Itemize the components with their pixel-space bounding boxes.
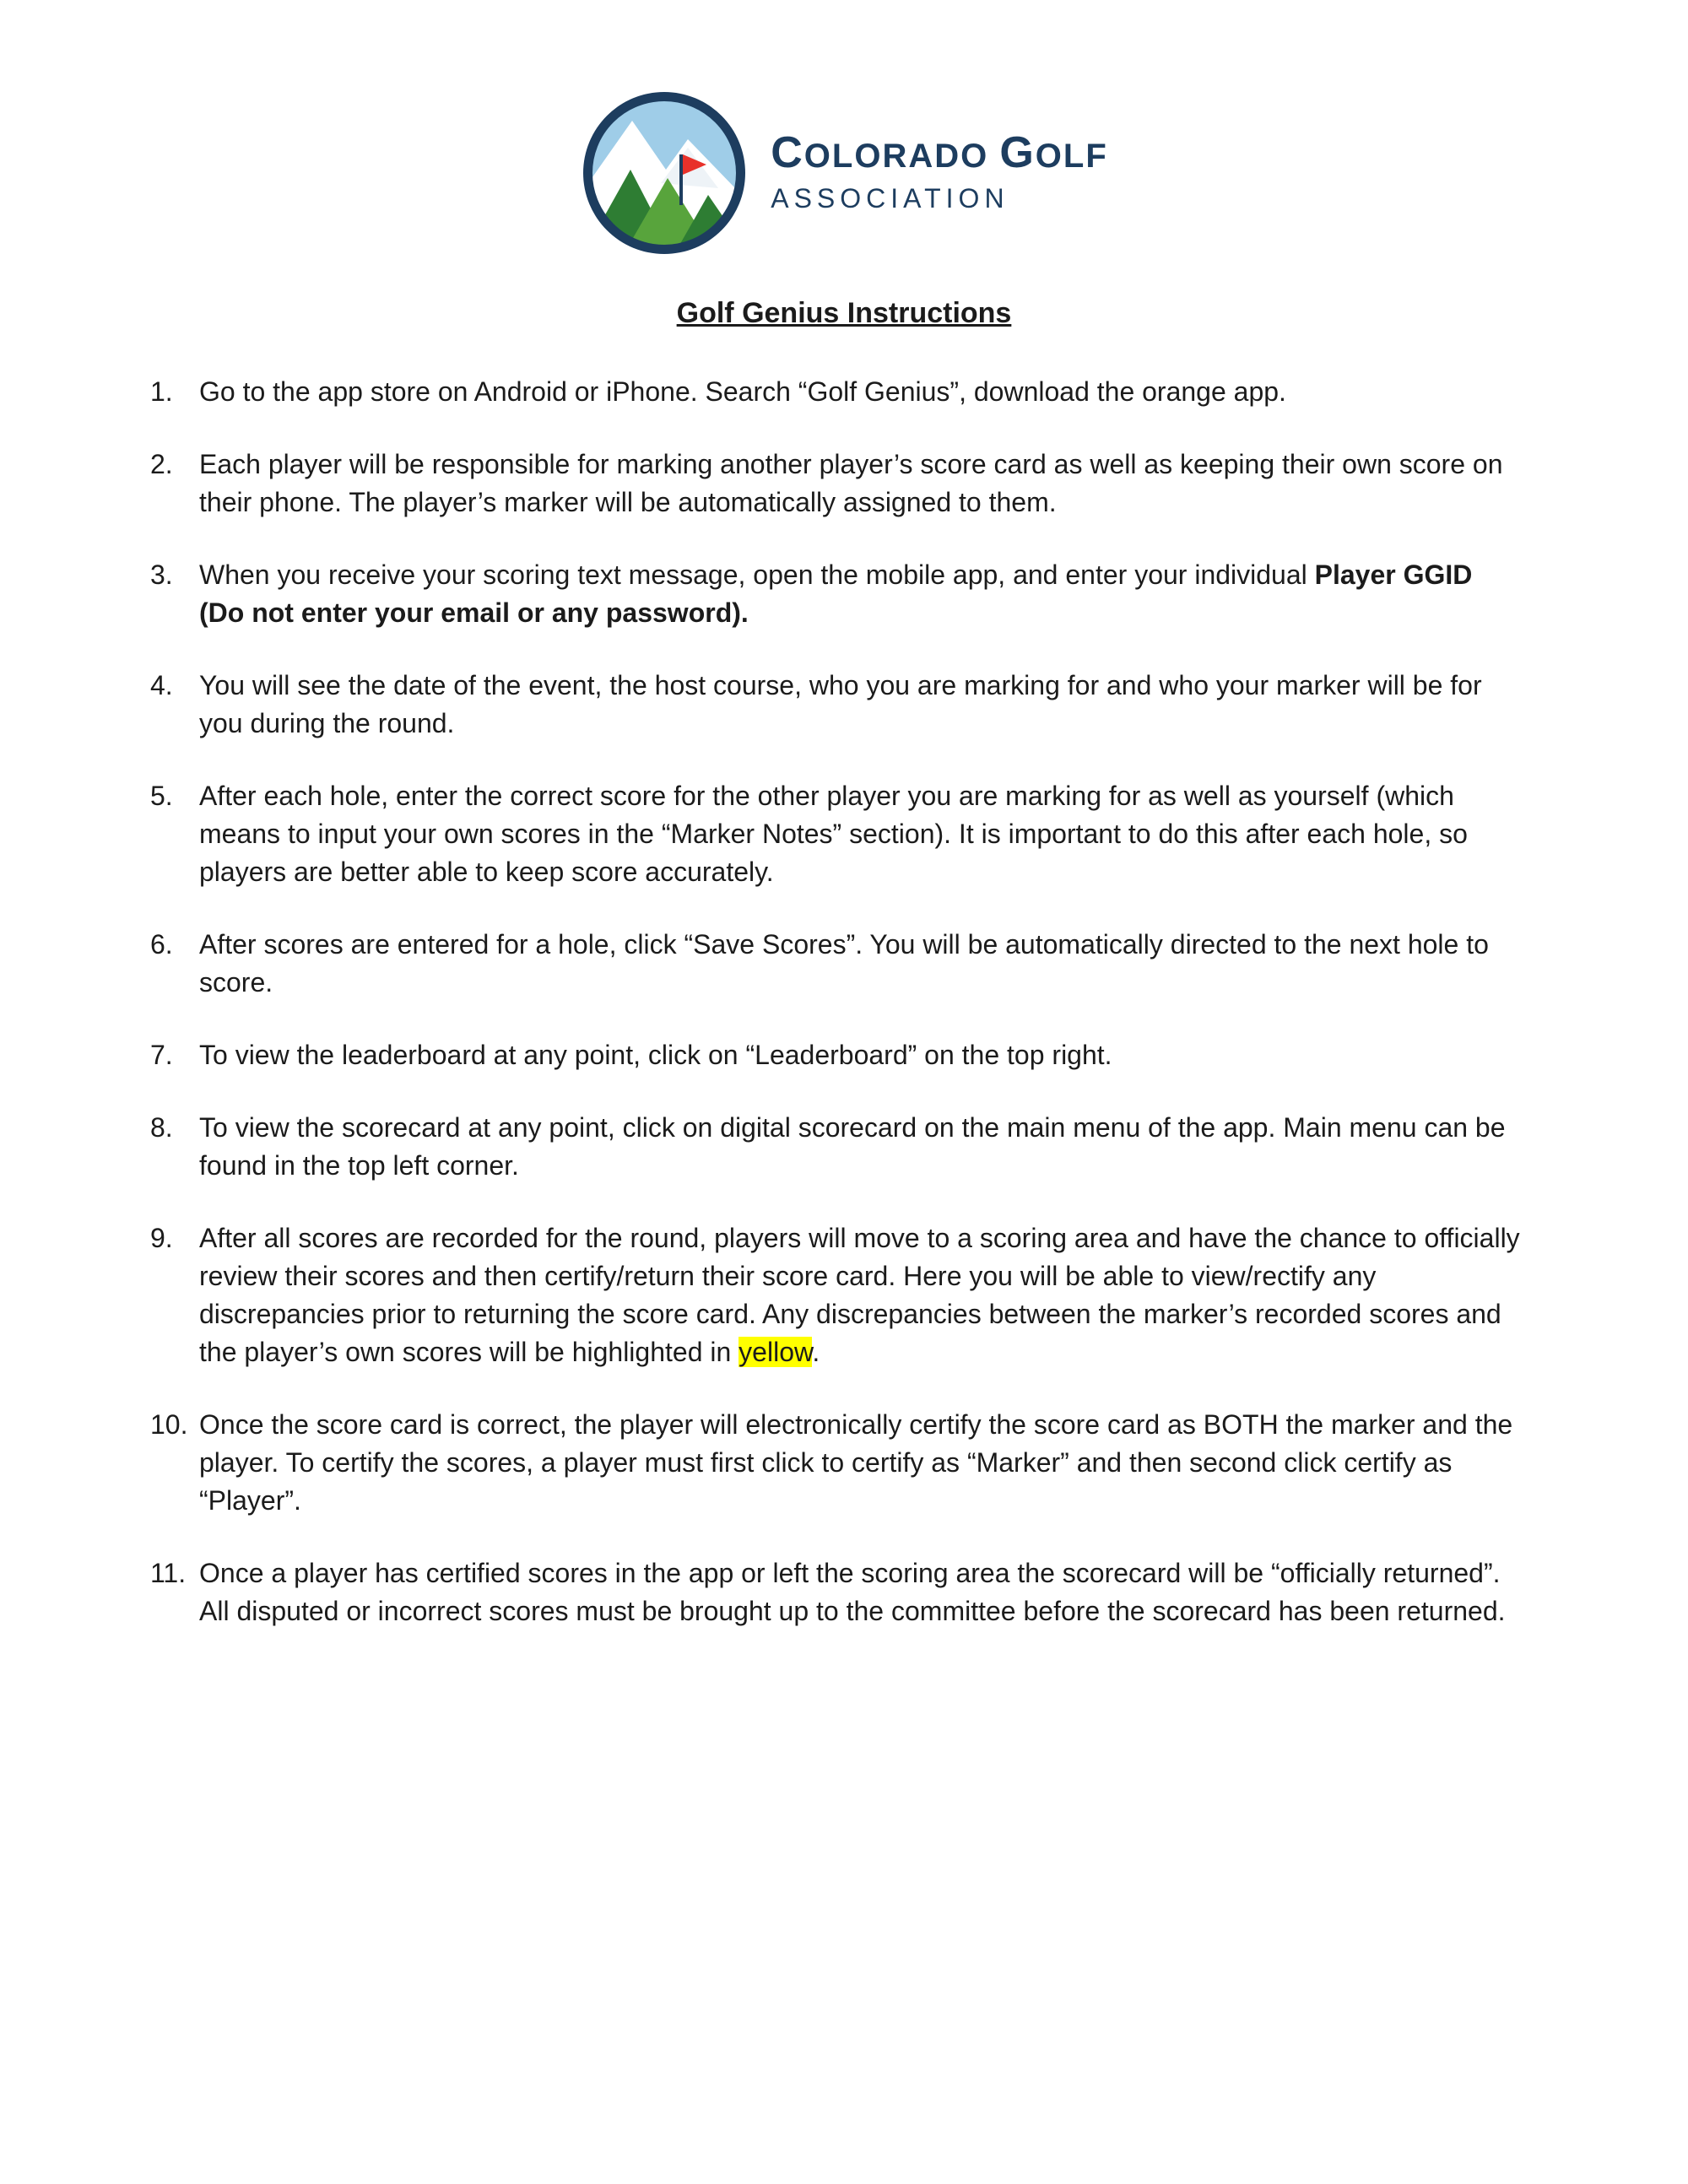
brand-name-segment: C: [771, 128, 804, 177]
text-segment: To view the scorecard at any point, click on digital scorecard on the main menu of the app. Main menu can be found in the top left corner.: [199, 1112, 1506, 1181]
text-segment: When you receive your scoring text message, open the mobile app, and enter your individual: [199, 560, 1315, 590]
item-number: 2.: [150, 449, 173, 479]
text-segment: To view the leaderboard at any point, click on “Leaderboard” on the top right.: [199, 1040, 1112, 1070]
item-text: [199, 373, 1520, 411]
item-text: [199, 1036, 1520, 1074]
text-segment: Each player will be responsible for marking another player’s score card as well as keeping their own score on their phone. The player’s marker will be automatically assigned to them.: [199, 449, 1503, 517]
text-segment: Go to the app store on Android or iPhone. Search “Golf Genius”, download the orange app.: [199, 376, 1286, 407]
instruction-item: [150, 556, 1534, 632]
item-text: [199, 926, 1520, 1002]
text-segment: After each hole, enter the correct score for the other player you are marking for as well as yourself (which means to input your own scores in the “Marker Notes” section). It is important to do this after each hole, so players are better able to keep score accurately.: [199, 781, 1468, 887]
instruction-item: [150, 1406, 1534, 1520]
item-number: 4.: [150, 670, 173, 700]
bold-text: Player GGID (Do not enter your email or any password).: [199, 560, 1473, 628]
brand-name-segment: G: [999, 128, 1036, 177]
brand-subtitle: ASSOCIATION: [771, 183, 1009, 214]
item-text: [199, 556, 1520, 632]
instruction-item: [150, 446, 1534, 522]
item-text: [199, 446, 1520, 522]
text-segment: Once a player has certified scores in the app or left the scoring area the scorecard will be “officially returned”. All disputed or incorrect scores must be brought up to the committee before the scorecard has been returned.: [199, 1558, 1506, 1626]
page-title: Golf Genius Instructions: [676, 297, 1012, 329]
highlighted-text: yellow: [738, 1337, 813, 1367]
instruction-item: [150, 1219, 1534, 1371]
item-number: 10.: [150, 1409, 188, 1440]
text-segment: After all scores are recorded for the round, players will move to a scoring area and have the chance to officially review their scores and then certify/return their score card. Here you will be able to view/rectify any discrepancies prior to returning the score card. Any discrepancies between the marker’s recorded scores and the player’s own scores will be highlighted in: [199, 1223, 1520, 1367]
instruction-item: [150, 1036, 1534, 1074]
item-number: 7.: [150, 1040, 173, 1070]
instruction-item: [150, 926, 1534, 1002]
brand-name-segment: OLF: [1035, 138, 1108, 175]
item-number: 6.: [150, 929, 173, 960]
instruction-item: [150, 1554, 1534, 1630]
instruction-item: [150, 1109, 1534, 1185]
brand-name: [771, 129, 1108, 180]
item-text: [199, 1406, 1520, 1520]
item-text: [199, 1554, 1520, 1630]
item-number: 3.: [150, 560, 173, 590]
item-text: [199, 777, 1520, 891]
item-number: 5.: [150, 781, 173, 811]
text-segment: Once the score card is correct, the player will electronically certify the score card as BOTH the marker and the player. To certify the scores, a player must first click to certify as “Marker” and then second click certify as “Player”.: [199, 1409, 1513, 1516]
item-text: [199, 1109, 1520, 1185]
item-number: 8.: [150, 1112, 173, 1143]
text-segment: You will see the date of the event, the host course, who you are marking for and who your marker will be for you during the round.: [199, 670, 1482, 738]
text-segment: After scores are entered for a hole, click “Save Scores”. You will be automatically directed to the next hole to score.: [199, 929, 1489, 997]
item-number: 1.: [150, 376, 173, 407]
text-segment: .: [812, 1337, 820, 1367]
instruction-item: [150, 777, 1534, 891]
cga-logo-text: [771, 129, 1108, 217]
item-text: [199, 667, 1520, 743]
instruction-item: [150, 667, 1534, 743]
cga-logo-mark-icon: [580, 89, 749, 257]
instruction-list: [150, 373, 1534, 1665]
cga-logo: [0, 89, 1688, 257]
instruction-item: [150, 373, 1534, 411]
item-number: 11.: [150, 1558, 187, 1588]
brand-name-segment: OLORADO: [803, 138, 1000, 175]
item-number: 9.: [150, 1223, 173, 1253]
item-text: [199, 1219, 1520, 1371]
